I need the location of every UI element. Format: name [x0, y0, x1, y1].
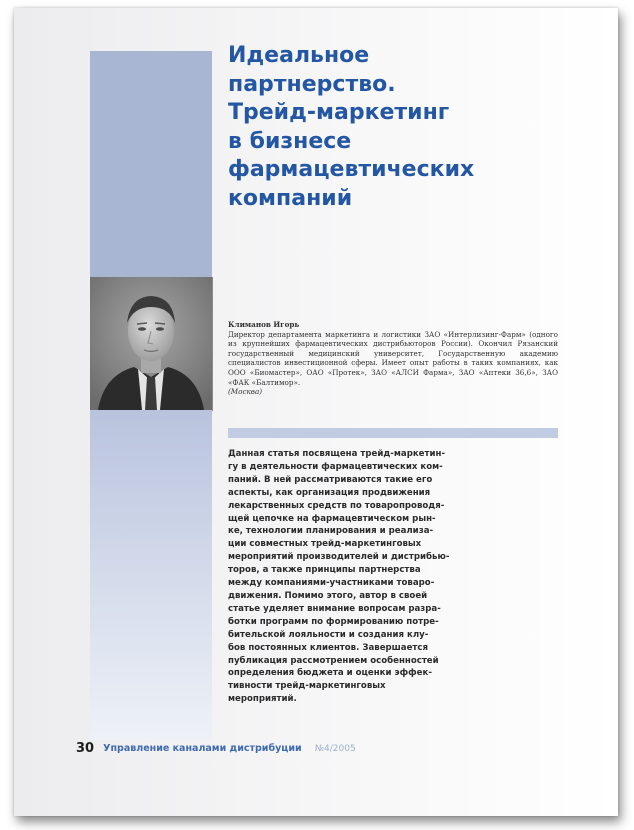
title-line: Идеальное — [228, 43, 370, 68]
title-line: Трейд-маркетинг — [228, 100, 450, 125]
title-line: в бизнесе — [228, 128, 352, 154]
abstract-line: статье уделяет внимание вопросам разра- — [228, 603, 441, 614]
abstract-line: бов постоянных клиентов. Завершается — [228, 642, 429, 653]
article-abstract — [228, 448, 518, 706]
author-info — [228, 320, 558, 397]
abstract-line: бительской лояльности и создания клу- — [228, 629, 429, 640]
abstract-line: движения. Помимо этого, автор в своей — [228, 590, 428, 601]
article-title — [228, 42, 548, 213]
abstract-line: лекарственных средств по товаропроводя- — [228, 500, 445, 511]
author-portrait-icon — [90, 277, 212, 410]
abstract-line: паний. В ней рассматриваются такие его — [228, 474, 433, 485]
abstract-line: мероприятий. — [228, 694, 297, 705]
author-description: Директор департамента маркетинга и логистики ЗАО «Интерлизинг-Фарм» (одного из крупнейших фармацевтических дистрибьюторов России). Окончил Рязанский государственный медицинский университет, Государственную академию специалистов инвестиционной сферы. Имеет опыт работы в таких компаниях, как ООО «Биомастер», ОАО «Протек», ЗАО «АЛСИ Фарма», ЗАО «Аптеки 36,6», ЗАО «ФАК «Балтимор». — [228, 329, 558, 387]
abstract-line: гу в деятельности фармацевтических ком- — [228, 461, 443, 472]
journal-name: Управление каналами дистрибуции — [103, 743, 302, 754]
abstract-line: ке, технологии планирования и реализа- — [228, 526, 434, 537]
page-number: 30 — [76, 741, 95, 756]
abstract-line: публикация рассмотрением особенностей — [228, 655, 439, 666]
author-name: Климанов Игорь — [228, 320, 300, 329]
author-photo — [90, 277, 213, 411]
page-footer — [76, 741, 356, 756]
abstract-line: определения бюджета и оценки эффек- — [228, 668, 432, 679]
author-city: (Москва) — [228, 387, 263, 397]
decorative-bar-bottom — [90, 410, 212, 740]
title-line: компаний — [228, 185, 353, 211]
abstract-line: между компаниями-участниками товаро- — [228, 578, 435, 589]
abstract-line: аспекты, как организация продвижения — [228, 487, 431, 498]
section-divider — [228, 428, 558, 438]
abstract-line: мероприятий производителей и дистрибью- — [228, 552, 450, 563]
title-line: партнерство. — [228, 71, 396, 97]
abstract-line: ции совместных трейд-маркетинговых — [228, 539, 422, 550]
abstract-line: тивности трейд-маркетинговых — [228, 681, 386, 692]
abstract-line: Данная статья посвящена трейд-маркетин- — [228, 449, 446, 459]
abstract-line: торов, а также принципы партнерства — [228, 565, 421, 576]
issue-number: №4/2005 — [314, 744, 356, 754]
title-line: фармацевтических — [228, 157, 475, 182]
decorative-bar-top — [90, 51, 212, 277]
abstract-line: щей цепочке на фармацевтическом рын- — [228, 513, 436, 524]
abstract-line: ботки программ по формированию потре- — [228, 616, 439, 627]
